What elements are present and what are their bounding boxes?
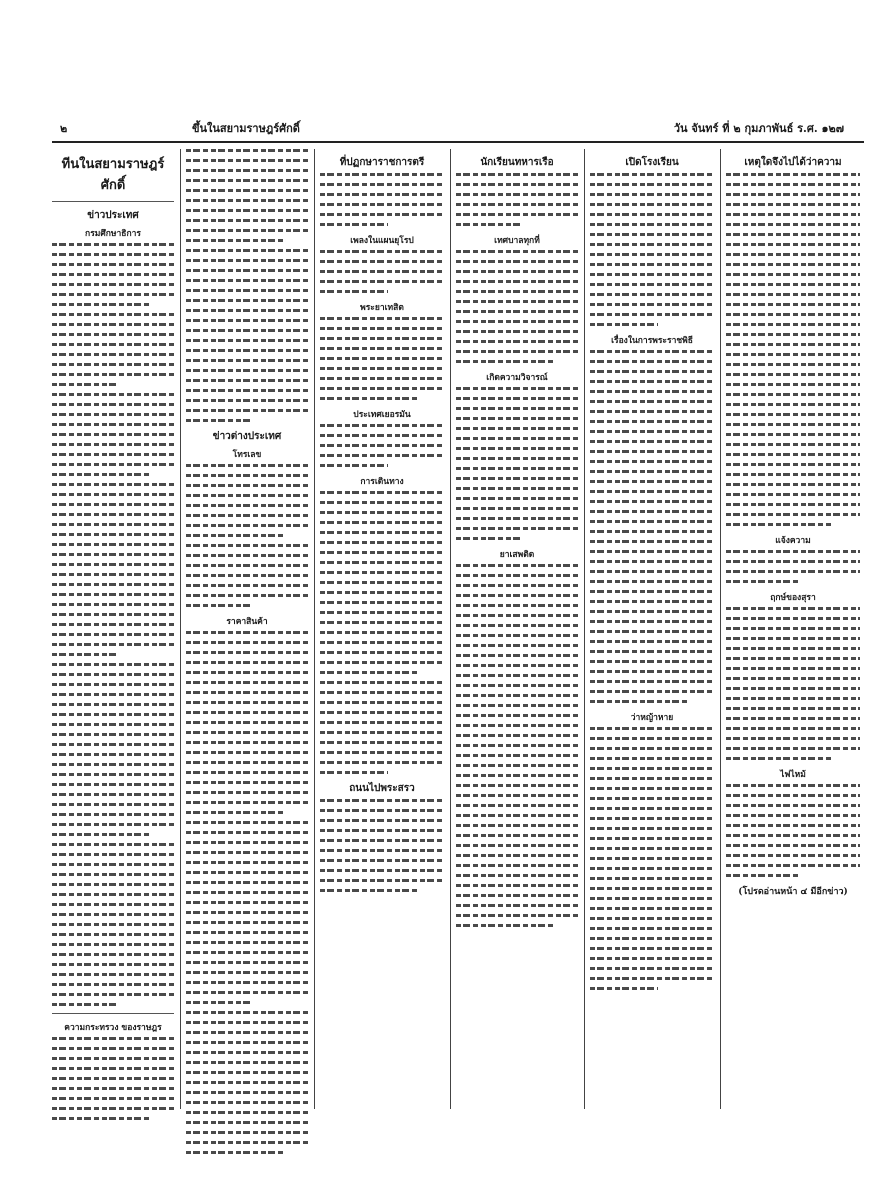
article-body <box>590 350 714 703</box>
article-body <box>726 607 860 760</box>
subheading: ประเทศเยอรมัน <box>353 410 411 420</box>
continued-note: (โปรดอ่านหน้า ๔ มีอีกข่าว) <box>738 887 848 897</box>
subheading: แจ้งความ <box>775 536 811 546</box>
subheading: เทศบาลทุกที่ <box>494 236 540 246</box>
issue-date: วัน จันทร์ ที่ ๒ กุมภาพันธ์ ร.ศ. ๑๒๗ <box>673 122 844 135</box>
masthead: ทีนในสยามราษฎร์ศักดิ์ <box>61 157 165 193</box>
subheading: การเดินทาง <box>360 477 404 487</box>
subheading: ความกระทรวง ของราษฎร <box>64 1023 162 1033</box>
subheading: เพลงในแผนยุโรป <box>350 236 414 246</box>
column-divider <box>584 149 585 1109</box>
column-6 <box>726 149 860 1109</box>
column-divider <box>450 149 451 1109</box>
article-body <box>320 799 444 892</box>
article-body <box>590 727 714 990</box>
article-body <box>186 149 308 422</box>
article-body <box>320 173 444 226</box>
subheading: ฤกษ์ของสุรา <box>770 593 816 603</box>
article-body <box>590 173 714 326</box>
article-body <box>320 250 444 293</box>
newspaper-name-line: ขึ้นในสยามราษฎร์ศักดิ์ <box>192 122 300 135</box>
article-body <box>52 243 174 1006</box>
section-heading: นักเรียนทหารเรือ <box>480 157 554 168</box>
header-rule <box>52 141 864 143</box>
article-body <box>456 250 578 363</box>
article-body <box>320 491 444 774</box>
article-body <box>320 317 444 400</box>
column-4 <box>456 149 578 1109</box>
page-header <box>52 115 864 137</box>
section-heading: ที่ปฏกษาราชการตรี <box>339 157 425 168</box>
subheading: ราคาสินค้า <box>226 617 268 627</box>
article-body <box>186 631 308 1154</box>
section-heading: เปิดโรงเรียน <box>625 157 679 168</box>
article-body <box>320 424 444 467</box>
article-body <box>726 173 860 526</box>
subheading: เกิดความวิจารณ์ <box>486 373 548 383</box>
article-body <box>456 387 578 540</box>
article-body <box>456 173 578 226</box>
article-body <box>456 564 578 927</box>
subheading: เรื่องในการพระราชพิธี <box>611 336 693 346</box>
column-divider <box>314 149 315 1109</box>
column-divider <box>720 149 721 1109</box>
section-heading: ข่าวต่างประเทศ <box>212 431 282 442</box>
section-heading: เหตุใดจึงไปได้ว่าความ <box>744 157 842 168</box>
subheading: ยาเสพติด <box>499 550 535 560</box>
article-body <box>52 1037 174 1120</box>
subheading: โทรเลข <box>232 450 262 460</box>
article-body <box>726 784 860 877</box>
column-1 <box>52 149 174 1109</box>
newspaper-page <box>52 115 864 1125</box>
subheading: ว่าหญ้าหาย <box>630 713 674 723</box>
article-body <box>726 550 860 583</box>
section-heading: ถนนไปพระสรว <box>349 783 415 794</box>
column-3 <box>320 149 444 1109</box>
subheading: ไฟไหม้ <box>780 770 806 780</box>
section-heading: ข่าวประเทศ <box>87 210 139 221</box>
subheading: กรมศึกษาธิการ <box>85 229 141 239</box>
article-body <box>186 464 308 607</box>
column-2 <box>186 149 308 1109</box>
column-5 <box>590 149 714 1109</box>
column-divider <box>180 149 181 1109</box>
subheading: พระยาเทสิต <box>360 303 404 313</box>
page-number: ๒ <box>60 122 68 135</box>
